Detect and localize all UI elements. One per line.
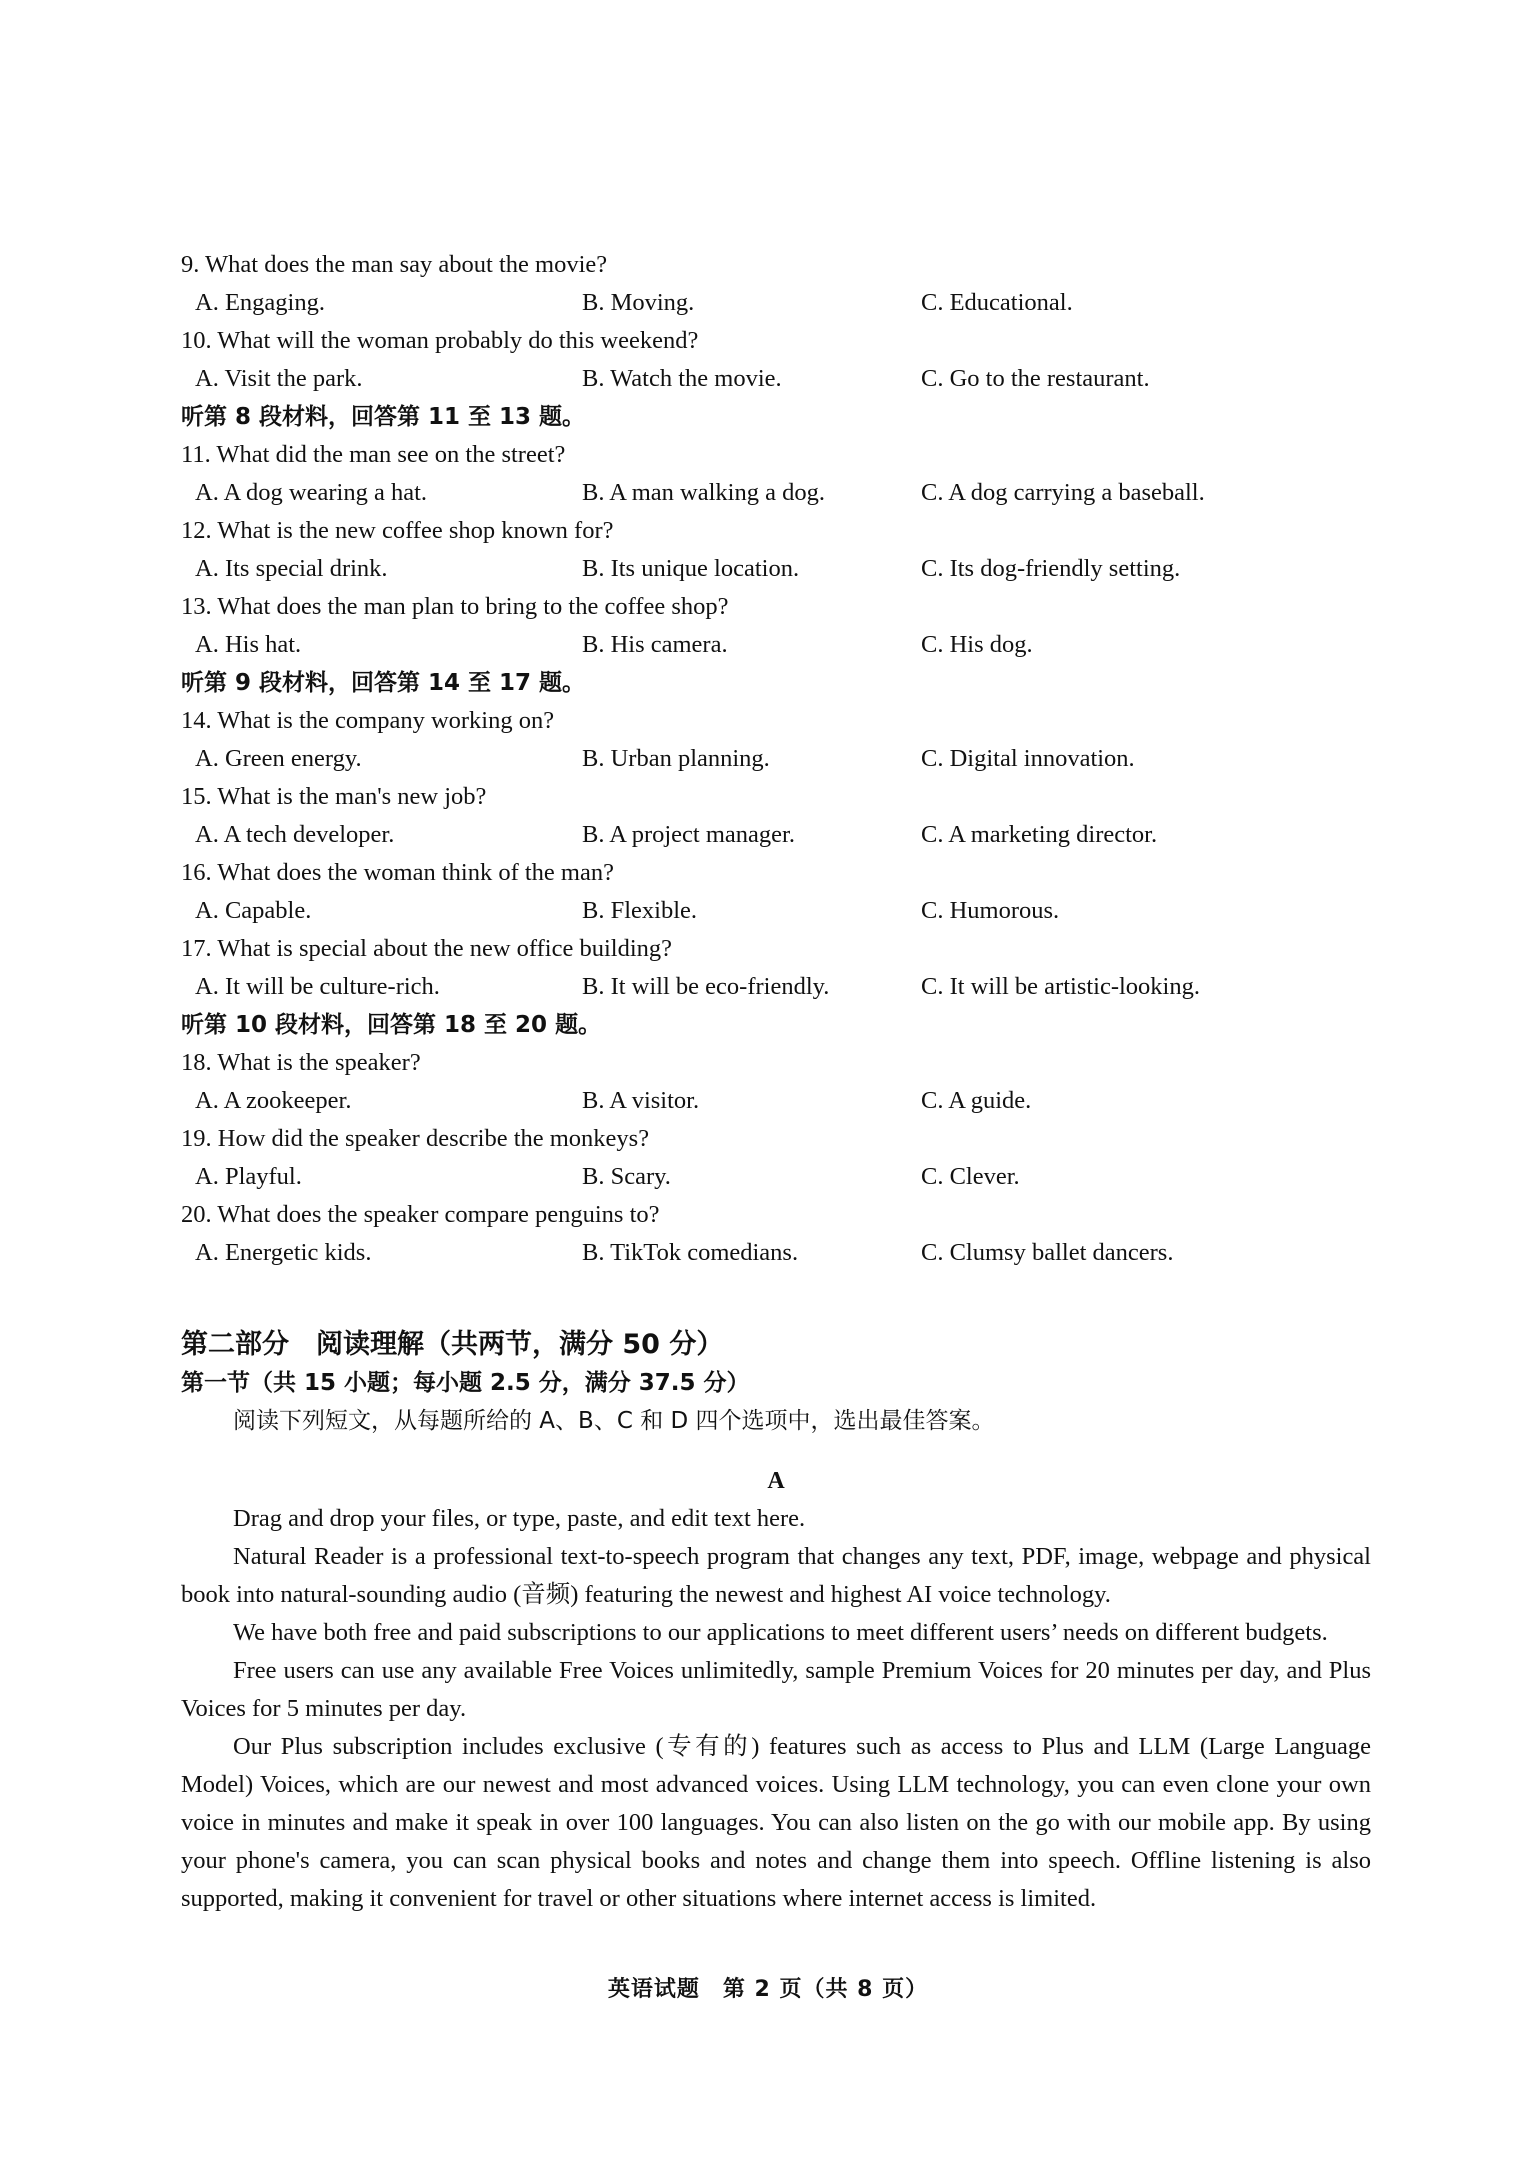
- question-text: 15. What is the man's new job?: [181, 783, 487, 810]
- answer-options: [181, 740, 1371, 778]
- section-heading-10: 听第 10 段材料，回答第 18 至 20 题。: [181, 1012, 602, 1038]
- option-a: A. Its special drink.: [195, 555, 388, 582]
- question-group-c: [181, 702, 1371, 1006]
- answer-options: [181, 284, 1371, 322]
- option-c: C. Its dog-friendly setting.: [921, 555, 1181, 582]
- question-group-b: [181, 436, 1371, 664]
- passage-paragraph: Natural Reader is a professional text-to-speech program that changes any text, PDF, image, webpage and physical book into natural-sounding audio (音频) featuring the newest and highest AI voice technology.: [181, 1543, 1371, 1608]
- question-text: 13. What does the man plan to bring to the coffee shop?: [181, 593, 729, 620]
- answer-options: [181, 1234, 1371, 1272]
- question-text: 16. What does the woman think of the man?: [181, 859, 614, 886]
- answer-options: [181, 1082, 1371, 1120]
- answer-options: [181, 816, 1371, 854]
- part-two-title: 第二部分 阅读理解（共两节，满分 50 分）: [181, 1329, 724, 1360]
- option-b: B. Flexible.: [582, 897, 698, 924]
- option-c: C. Digital innovation.: [921, 745, 1135, 772]
- option-c: C. A dog carrying a baseball.: [921, 479, 1205, 506]
- passage-paragraph: Our Plus subscription includes exclusive (专有的) features such as access to Plus and LLM (Large Language Model) Voices, which are our newest and most advanced voices. Using LLM technology, you can even clone your own voice in minutes and make it speak in over 100 languages. You can also listen on the go with our mobile app. By using your phone's camera, you can scan physical books and notes and change them into speech. Offline listening is also supported, making it convenient for travel or other situations where internet access is limited.: [181, 1733, 1371, 1912]
- option-c: C. It will be artistic-looking.: [921, 973, 1200, 1000]
- passage-paragraph: Free users can use any available Free Voices unlimitedly, sample Premium Voices for 20 minutes per day, and Plus Voices for 5 minutes per day.: [181, 1657, 1371, 1722]
- option-b: B. Watch the movie.: [582, 365, 782, 392]
- option-c: C. Educational.: [921, 289, 1073, 316]
- question-text: 9. What does the man say about the movie?: [181, 251, 608, 278]
- passage-paragraph: We have both free and paid subscriptions to our applications to meet different users’ needs on different budgets.: [233, 1619, 1328, 1646]
- page-footer: 英语试题 第 2 页（共 8 页）: [607, 1977, 929, 2002]
- option-a: A. His hat.: [195, 631, 302, 658]
- option-b: B. A visitor.: [582, 1087, 700, 1114]
- answer-options: [181, 474, 1371, 512]
- answer-options: [181, 626, 1371, 664]
- passage-letter: A: [767, 1468, 785, 1494]
- passage-paragraph: Drag and drop your files, or type, paste, and edit text here.: [233, 1505, 806, 1532]
- option-b: B. A project manager.: [582, 821, 795, 848]
- option-c: C. Clever.: [921, 1163, 1020, 1190]
- option-c: C. A guide.: [921, 1087, 1032, 1114]
- question-group-a: [181, 246, 1371, 398]
- option-a: A. A tech developer.: [195, 821, 395, 848]
- answer-options: [181, 968, 1371, 1006]
- option-a: A. Green energy.: [195, 745, 362, 772]
- option-c: C. His dog.: [921, 631, 1033, 658]
- spacer: [181, 1272, 1371, 1326]
- answer-options: [181, 360, 1371, 398]
- answer-options: [181, 892, 1371, 930]
- question-text: 17. What is special about the new office building?: [181, 935, 673, 962]
- option-a: A. Playful.: [195, 1163, 302, 1190]
- option-a: A. It will be culture-rich.: [195, 973, 440, 1000]
- option-a: A. A zookeeper.: [195, 1087, 352, 1114]
- option-a: A. Capable.: [195, 897, 312, 924]
- section-heading-8: 听第 8 段材料，回答第 11 至 13 题。: [181, 404, 586, 430]
- option-b: B. Moving.: [582, 289, 695, 316]
- reading-instruction: 阅读下列短文，从每题所给的 A、B、C 和 D 四个选项中，选出最佳答案。: [233, 1408, 995, 1434]
- option-b: B. Its unique location.: [582, 555, 800, 582]
- page-content: [181, 246, 1371, 1918]
- option-a: A. Engaging.: [195, 289, 325, 316]
- question-text: 11. What did the man see on the street?: [181, 441, 566, 468]
- option-c: C. Clumsy ballet dancers.: [921, 1239, 1174, 1266]
- question-text: 12. What is the new coffee shop known for?: [181, 517, 614, 544]
- option-c: C. Go to the restaurant.: [921, 365, 1150, 392]
- answer-options: [181, 1158, 1371, 1196]
- question-text: 18. What is the speaker?: [181, 1049, 421, 1076]
- option-b: B. A man walking a dog.: [582, 479, 825, 506]
- option-c: C. A marketing director.: [921, 821, 1158, 848]
- question-text: 20. What does the speaker compare penguins to?: [181, 1201, 660, 1228]
- section-one-title: 第一节（共 15 小题；每小题 2.5 分，满分 37.5 分）: [181, 1370, 750, 1396]
- option-a: A. Visit the park.: [195, 365, 363, 392]
- question-group-d: [181, 1044, 1371, 1272]
- option-b: B. Scary.: [582, 1163, 671, 1190]
- option-b: B. TikTok comedians.: [582, 1239, 799, 1266]
- option-b: B. It will be eco-friendly.: [582, 973, 830, 1000]
- option-a: A. A dog wearing a hat.: [195, 479, 428, 506]
- option-b: B. Urban planning.: [582, 745, 770, 772]
- answer-options: [181, 550, 1371, 588]
- option-c: C. Humorous.: [921, 897, 1060, 924]
- option-b: B. His camera.: [582, 631, 728, 658]
- question-text: 10. What will the woman probably do this weekend?: [181, 327, 699, 354]
- question-text: 14. What is the company working on?: [181, 707, 555, 734]
- section-heading-9: 听第 9 段材料，回答第 14 至 17 题。: [181, 670, 586, 696]
- question-text: 19. How did the speaker describe the monkeys?: [181, 1125, 650, 1152]
- option-a: A. Energetic kids.: [195, 1239, 372, 1266]
